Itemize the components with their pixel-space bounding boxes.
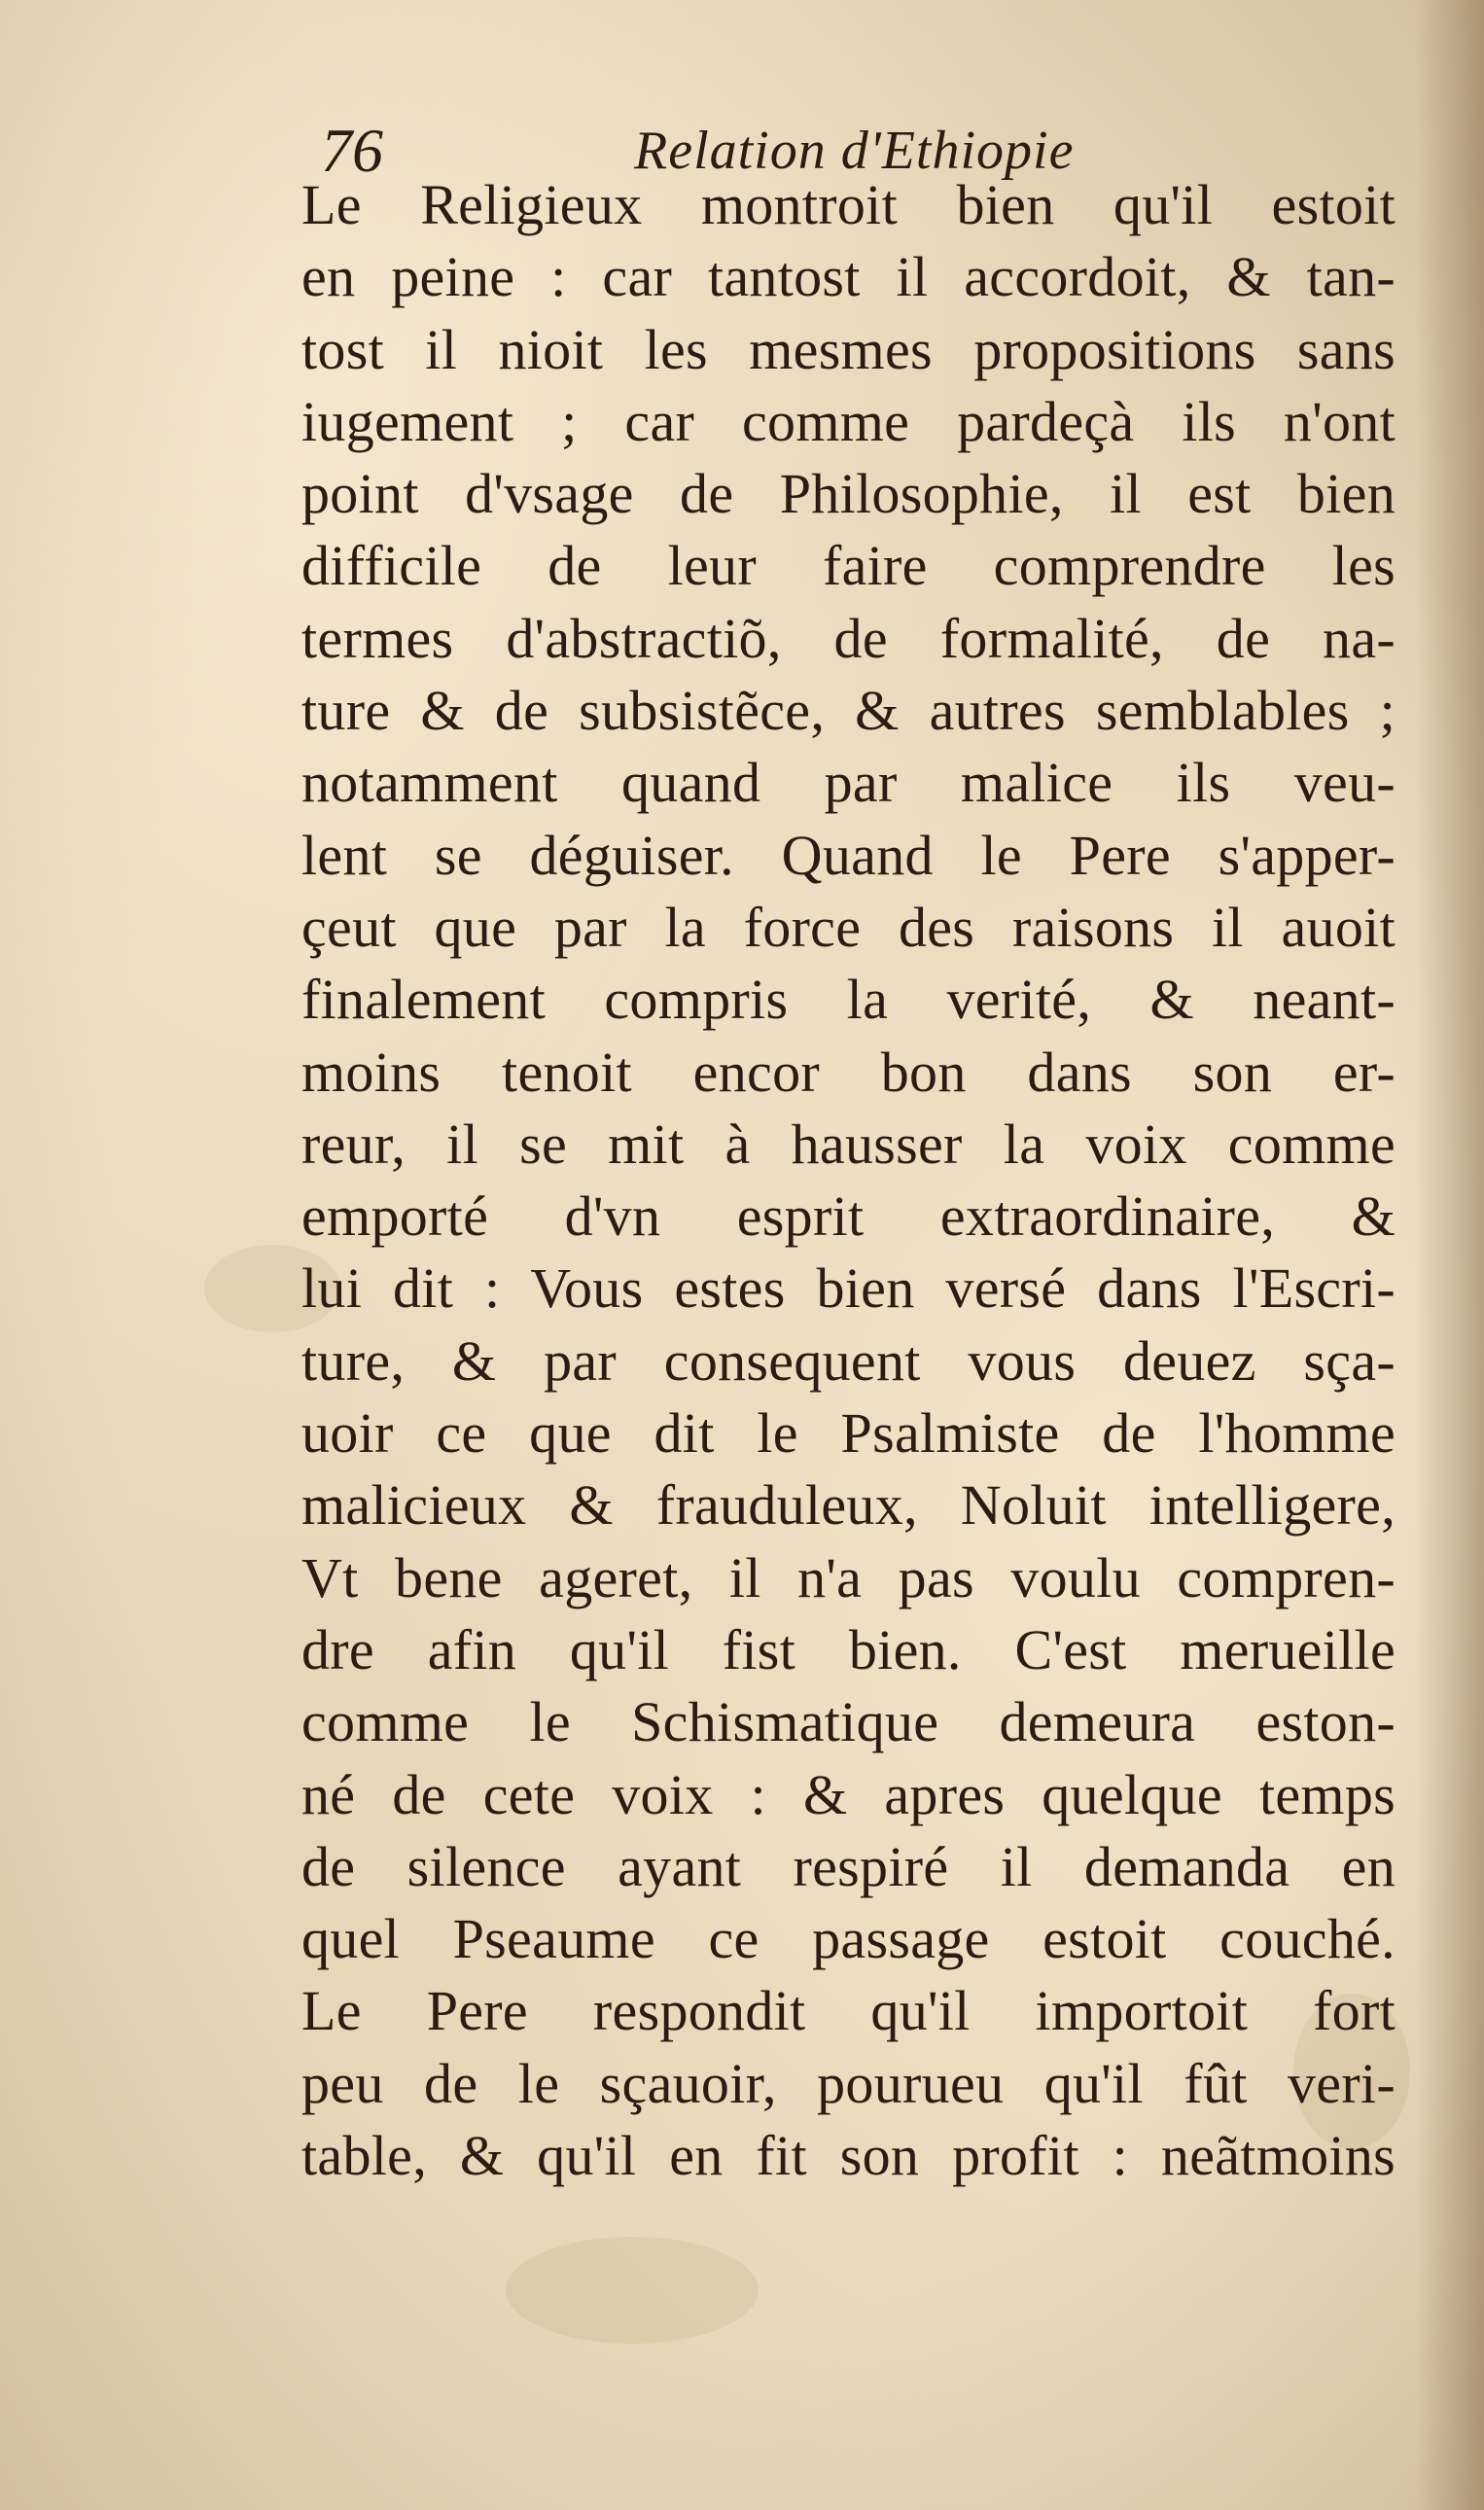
text-line: çeut que par la force des raisons il auoit [301,895,1396,959]
page-number: 76 [321,116,383,185]
paper-stain [506,2237,759,2344]
text-line: ture, & par consequent vous deuez sça- [301,1328,1396,1393]
text-line: ture & de subsistẽce, & autres semblables ; [301,679,1396,743]
text-line: lent se déguiser. Quand le Pere s'apper- [301,823,1396,887]
text-line: en peine : car tantost il accordoit, & tan- [301,245,1396,309]
spine-shadow [1416,0,1484,2510]
running-title: Relation d'Ethiopie [634,121,1075,181]
text-line: termes d'abstractiõ, de formalité, de na- [301,606,1396,670]
text-line: malicieux & frauduleux, Noluit intelligere, [301,1473,1396,1538]
text-line: né de cete voix : & apres quelque temps [301,1762,1396,1826]
text-line: uoir ce que dit le Psalmiste de l'homme [301,1401,1396,1466]
text-line: lui dit : Vous estes bien versé dans l'Escri- [301,1256,1396,1321]
text-line: notamment quand par malice ils veu- [301,751,1396,815]
text-line: de silence ayant respiré il demanda en [301,1834,1396,1898]
text-line: Le Religieux montroit bien qu'il estoit [301,173,1396,236]
text-line: dre afin qu'il fist bien. C'est merueille [301,1617,1396,1681]
text-line: point d'vsage de Philosophie, il est bien [301,462,1396,526]
text-line: Vt bene ageret, il n'a pas voulu compren- [301,1545,1396,1609]
text-line: quel Pseaume ce passage estoit couché. [301,1907,1396,1971]
text-line: reur, il se mit à hausser la voix comme [301,1112,1396,1176]
text-line: moins tenoit encor bon dans son er- [301,1040,1396,1104]
text-line: peu de le sçauoir, pourueu qu'il fût veri- [301,2051,1396,2115]
text-line: comme le Schismatique demeura eston- [301,1690,1396,1754]
text-line: table, & qu'il en fit son profit : neãtmoins [301,2124,1396,2188]
text-line: iugement ; car comme pardeçà ils n'ont [301,389,1396,453]
text-line: finalement compris la verité, & neant- [301,968,1396,1032]
text-line: tost il nioit les mesmes propositions sans [301,317,1396,381]
text-line: Le Pere respondit qu'il importoit fort [301,1979,1396,2043]
body-text [301,169,1396,2192]
text-line: difficile de leur faire comprendre les [301,534,1396,598]
text-line: emporté d'vn esprit extraordinaire, & [301,1184,1396,1249]
